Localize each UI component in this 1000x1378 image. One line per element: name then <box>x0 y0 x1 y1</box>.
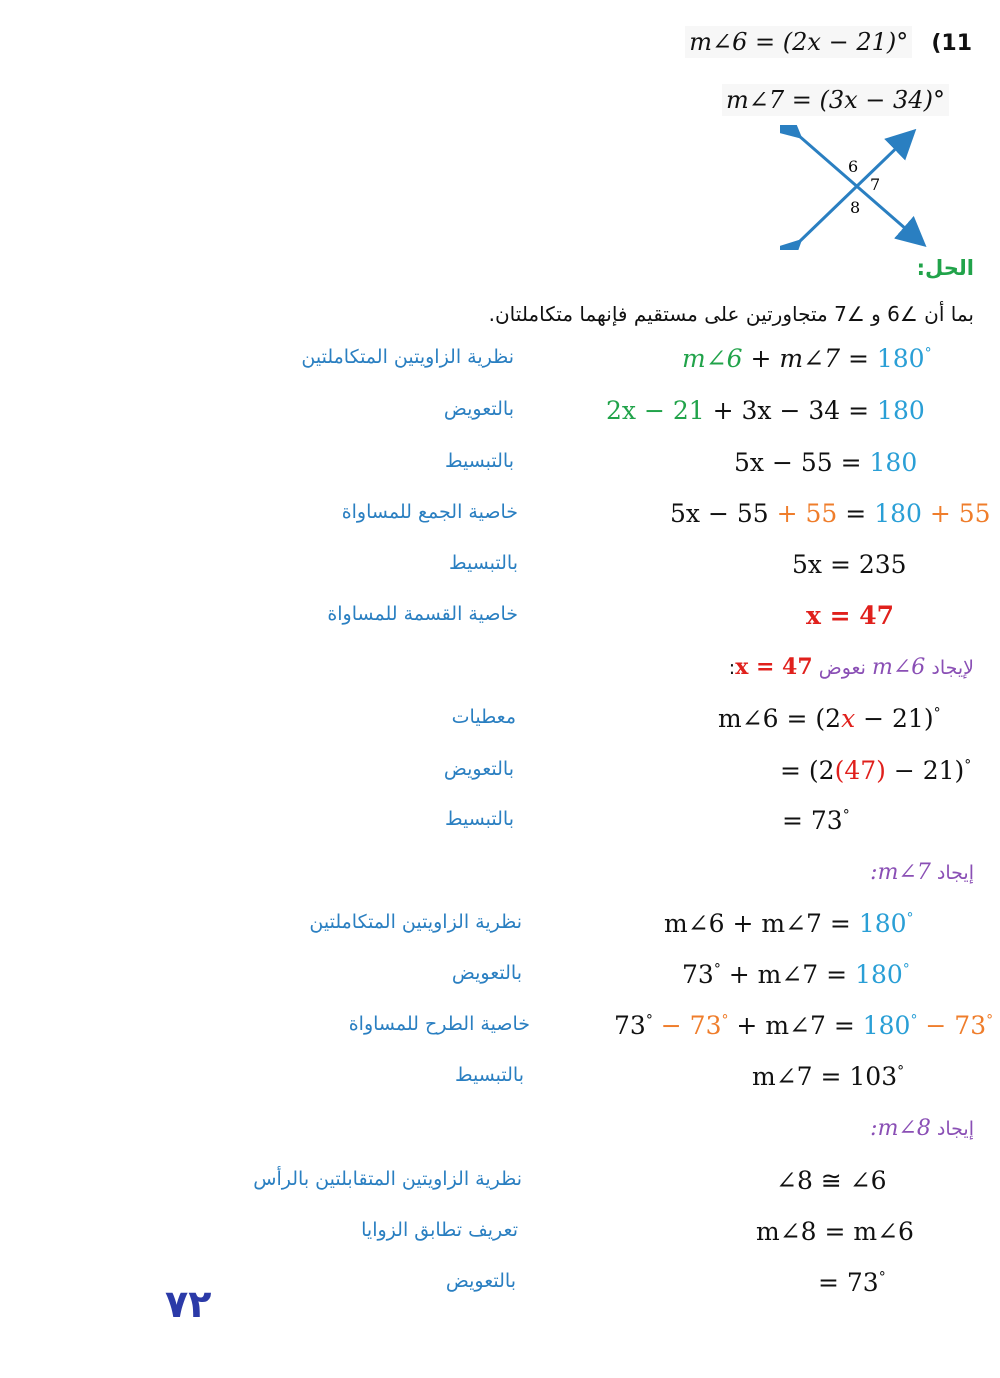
p2-heading: لإيجاد m∠6 نعوض x = 47: <box>728 654 974 680</box>
p2-reason-3: بالتبسيط <box>444 808 514 830</box>
p1-reason-2: بالتعويض <box>443 398 514 420</box>
p4-reason-2: تعريف تطابق الزوايا <box>361 1219 518 1241</box>
p3-eq1: m∠6 + m∠7 = 180° <box>664 909 914 938</box>
angle-label-6: 6 <box>848 157 859 176</box>
problem-number: (11 <box>931 31 972 56</box>
given-angle-6: m∠6 = (2x − 21)° <box>685 26 912 58</box>
p1-eq5: 5x = 235 <box>792 550 907 579</box>
angle-label-8: 8 <box>850 198 861 217</box>
p1-reason-4: خاصية الجمع للمساواة <box>341 501 518 523</box>
solution-intro: بما أن ∠6 و ∠7 متجاورتين على مستقيم فإنهما متكاملتان. <box>488 302 974 326</box>
p3-reason-4: بالتبسيط <box>454 1064 524 1086</box>
p1-reason-1: نظرية الزاويتين المتكاملتين <box>301 346 514 368</box>
page-number: ٧٢ <box>165 1282 212 1326</box>
p4-reason-3: بالتعويض <box>445 1270 516 1292</box>
p4-reason-1: نظرية الزاويتين المتقابلتين بالرأس <box>253 1168 522 1190</box>
p3-reason-1: نظرية الزاويتين المتكاملتين <box>309 911 522 933</box>
p1-reason-5: بالتبسيط <box>448 552 518 574</box>
p4-eq1: ∠8 ≅ ∠6 <box>776 1166 887 1195</box>
problem-header <box>685 28 972 56</box>
p4-eq2: m∠8 = m∠6 <box>756 1217 914 1246</box>
p4-eq3: = 73° <box>818 1268 886 1297</box>
p3-eq4: m∠7 = 103° <box>752 1062 905 1091</box>
p3-eq3: 73° − 73° + m∠7 = 180° − 73° <box>614 1011 994 1040</box>
p3-reason-2: بالتعويض <box>451 962 522 984</box>
given-angle-7: m∠7 = (3x − 34)° <box>722 84 949 116</box>
p1-reason-3: بالتبسيط <box>444 450 514 472</box>
p2-eq3: = 73° <box>782 806 850 835</box>
p3-heading: إيجاد m∠7: <box>870 860 974 885</box>
p4-heading: إيجاد m∠8: <box>870 1116 974 1141</box>
angle-label-7: 7 <box>870 175 881 194</box>
p3-reason-3: خاصية الطرح للمساواة <box>348 1013 530 1035</box>
solution-heading: الحل: <box>916 256 974 280</box>
p1-eq3: 5x − 55 = 180 <box>734 448 918 477</box>
p1-reason-6: خاصية القسمة للمساواة <box>327 603 518 625</box>
p1-eq6: x = 47 <box>806 601 895 630</box>
p1-eq2: 2x − 21 + 3x − 34 = 180 <box>606 396 925 425</box>
p1-eq4: 5x − 55 + 55 = 180 + 55 <box>670 499 991 528</box>
p2-eq2: = (2(47) − 21)° <box>780 756 972 785</box>
p1-eq1: m∠6 + m∠7 = 180° <box>682 344 932 373</box>
p2-eq1: m∠6 = (2x − 21)° <box>718 704 941 733</box>
p2-reason-2: بالتعويض <box>443 758 514 780</box>
p3-eq2: 73° + m∠7 = 180° <box>682 960 910 989</box>
intersecting-lines-diagram <box>780 125 940 250</box>
p2-reason-1: معطيات <box>451 706 516 728</box>
